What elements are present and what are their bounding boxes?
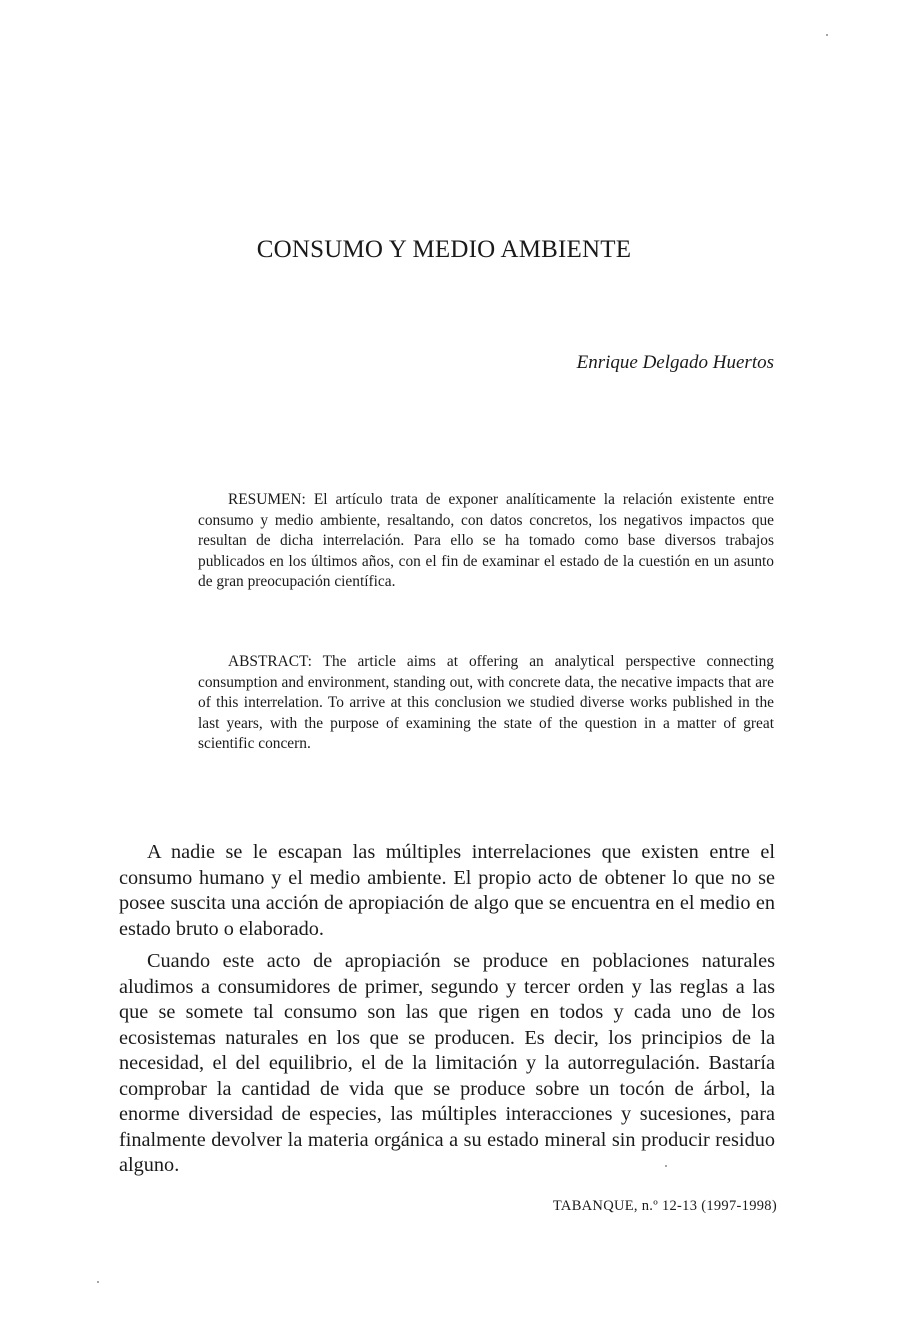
author-name: Enrique Delgado Huertos [576, 352, 774, 373]
scan-speck [826, 34, 828, 36]
resumen-text: RESUMEN: El artículo trata de exponer analíticamente la relación existente entre consumo y medio ambiente, resaltando, con datos concretos, los negativos impactos que resultan de dicha interrelación. Para ello se ha tomado como base diversos trabajos publicados en los últimos años, con el fin de examinar el estado de la cuestión en un asunto de gran preocupación científica. [198, 491, 774, 591]
abstract-text: ABSTRACT: The article aims at offering an analytical perspective connecting consumption and environment, standing out, with concrete data, the necative impacts that are of this interrelation. To arrive at this conclusion we studied diverse works published in the last years, with the purpose of examining the state of the question in a matter of great scientific concern. [198, 653, 774, 753]
abstract-block [198, 652, 774, 755]
article-title: CONSUMO Y MEDIO AMBIENTE [256, 236, 632, 263]
journal-footer: TABANQUE, n.º 12-13 (1997-1998) [552, 1198, 777, 1214]
scan-speck [665, 1165, 667, 1167]
scan-speck [97, 1281, 99, 1283]
body-text [119, 840, 775, 1186]
body-paragraph-2: Cuando este acto de apropiación se produce en poblaciones naturales aludimos a consumidores de primer, segundo y tercer orden y las reglas a las que se somete tal consumo son las que rigen en todos y cada uno de los ecosistemas naturales en los que se producen. Es decir, los principios de la necesidad, el del equilibrio, el de la limitación y la autorregulación. Bastaría comprobar la cantidad de vida que se produce sobre un tocón de árbol, la enorme diversidad de especies, las múltiples interacciones y sucesiones, para finalmente devolver la materia orgánica a su estado mineral sin producir residuo alguno. [119, 950, 775, 1176]
body-paragraph-1: A nadie se le escapan las múltiples interrelaciones que existen entre el consumo humano y el medio ambiente. El propio acto de obtener lo que no se posee suscita una acción de apropiación de algo que se encuentra en el medio en estado bruto o elaborado. [119, 841, 775, 940]
resumen-block [198, 490, 774, 593]
